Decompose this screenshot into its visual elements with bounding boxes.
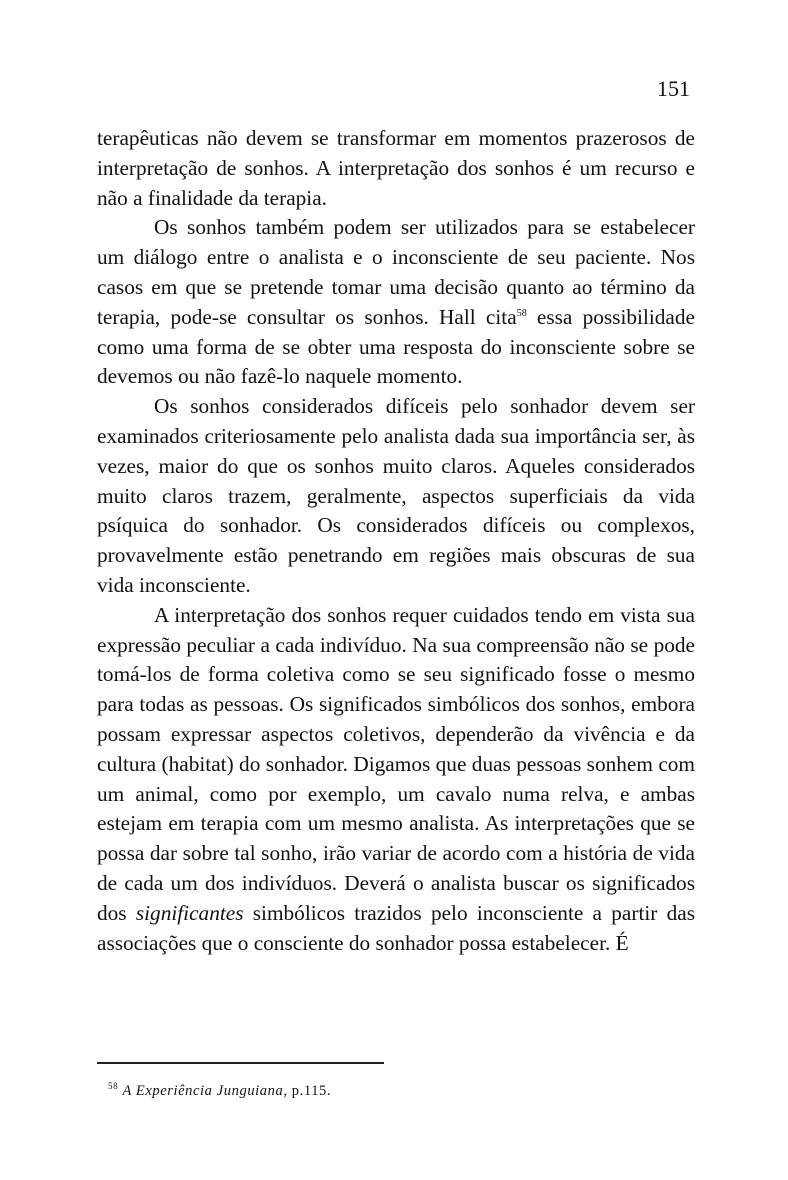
paragraph-1: terapêuticas não devem se transformar em momentos prazerosos de interpretação de sonhos. A interpretação dos sonhos é um recurso e não a finalidade da terapia.: [97, 126, 695, 210]
paragraph-2: [97, 213, 695, 392]
footnote-page: , p.115.: [283, 1082, 332, 1099]
paragraph-4: [97, 601, 695, 959]
paragraph-2-text-b: essa possibilidade como uma forma de se obter uma resposta do inconsciente sobre se devemos ou não fazê-lo naquele momento.: [97, 304, 695, 389]
paragraph-3: Os sonhos considerados difíceis pelo sonhador devem ser examinados criteriosamente pelo analista dada sua importância ser, às vezes, maior do que os sonhos muito claros. Aqueles considerados muito claros trazem, geralmente, aspectos superficiais da vida psíquica do sonhador. Os considerados difíceis ou complexos, provavelmente estão penetrando em regiões mais obscuras de sua vida inconsciente.: [97, 394, 695, 597]
footnote-divider: [97, 1062, 384, 1064]
footnote-title: A Experiência Junguiana: [122, 1082, 284, 1099]
paragraph-4-text-b: simbólicos trazidos pelo inconsciente a partir das associações que o consciente do sonhador possa estabelecer. É: [97, 900, 696, 955]
paragraph-2-text-a: Os sonhos também podem ser utilizados para se estabelecer um diálogo entre o analista e o inconsciente de seu paciente. Nos casos em que se pretende tomar uma decisão quanto ao término da terapia, pode-se consultar os sonhos. Hall cita: [97, 215, 695, 329]
body-text: [97, 124, 695, 958]
paragraph-4-text-a: A interpretação dos sonhos requer cuidados tendo em vista sua expressão peculiar a cada indivíduo. Na sua compreensão não se pode tomá-los de forma coletiva como se seu significado fosse o mesmo para todas as pessoas. Os significados simbólicos dos sonhos, embora possam expressar aspectos coletivos, dependerão da vivência e da cultura (habitat) do sonhador. Digamos que duas pessoas sonhem com um animal, como por exemplo, um cavalo numa relva, e ambas estejam em terapia com um mesmo analista. As interpretações que se possa dar sobre tal sonho, irão variar de acordo com a história de vida de cada um dos indivíduos. Deverá o analista buscar os significados dos: [97, 602, 695, 925]
footnote-number: 58: [108, 1081, 119, 1091]
page-number: 151: [657, 76, 690, 101]
paragraph-4-italic-term: significantes: [135, 900, 244, 925]
footnote-reference: 58: [516, 307, 527, 319]
footnote: [108, 1076, 331, 1101]
